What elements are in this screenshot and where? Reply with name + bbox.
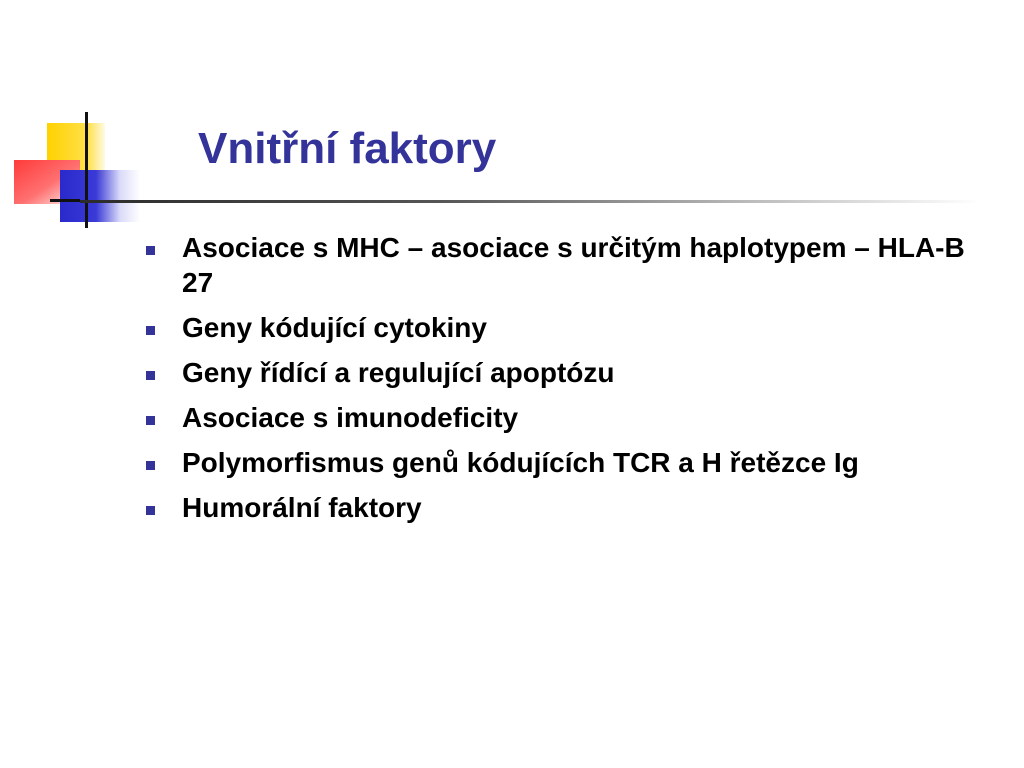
bullet-item (140, 310, 980, 345)
blue-square-shape (60, 170, 140, 222)
decorative-squares-logo (0, 0, 160, 240)
bullet-list (140, 230, 980, 535)
bullet-text: Geny kódující cytokiny (182, 312, 487, 343)
bullet-item (140, 230, 980, 300)
square-bullet-icon (146, 371, 155, 380)
bullet-item (140, 445, 980, 480)
vertical-line (85, 112, 88, 228)
square-bullet-icon (146, 326, 155, 335)
square-bullet-icon (146, 246, 155, 255)
bullet-text: Asociace s MHC – asociace s určitým haplotypem – HLA-B 27 (182, 232, 965, 298)
bullet-item (140, 490, 980, 525)
slide-title: Vnitřní faktory (198, 124, 497, 173)
bullet-text: Polymorfismus genů kódujících TCR a H řetězce Ig (182, 447, 859, 478)
bullet-text: Humorální faktory (182, 492, 422, 523)
bullet-item (140, 355, 980, 390)
square-bullet-icon (146, 506, 155, 515)
horizontal-line-short (50, 199, 80, 202)
bullet-text: Asociace s imunodeficity (182, 402, 519, 433)
bullet-item (140, 400, 980, 435)
square-bullet-icon (146, 461, 155, 470)
title-divider (80, 200, 980, 203)
bullet-text: Geny řídící a regulující apoptózu (182, 357, 615, 388)
square-bullet-icon (146, 416, 155, 425)
